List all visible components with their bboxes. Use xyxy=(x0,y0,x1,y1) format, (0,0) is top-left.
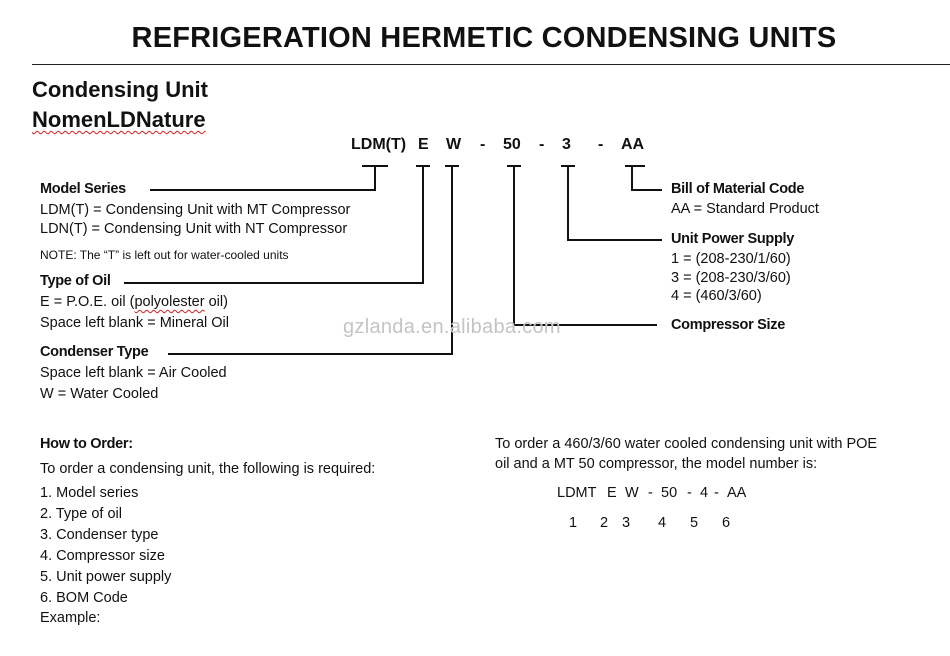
example-index-3: 3 xyxy=(622,515,631,531)
page-title: REFRIGERATION HERMETIC CONDENSING UNITS xyxy=(131,22,837,54)
order-item-5: 5. Unit power supply xyxy=(40,569,172,585)
code-oil: E xyxy=(418,136,429,153)
order-item-1: 1. Model series xyxy=(40,485,139,501)
type-of-oil-line-2: Space left blank = Mineral Oil xyxy=(40,315,229,331)
watermark: gzlanda.en.alibaba.com xyxy=(343,316,561,338)
example-part-power: 4 xyxy=(700,485,709,501)
model-series-line-1: LDM(T) = Condensing Unit with MT Compressor xyxy=(40,202,351,218)
power-line-2: 3 = (208-230/3/60) xyxy=(671,270,791,286)
example-part-compressor: 50 xyxy=(661,485,678,501)
oil-line-suffix: oil) xyxy=(204,294,228,310)
code-condenser: W xyxy=(446,136,462,153)
connector-series xyxy=(150,166,375,190)
type-of-oil-label: Type of Oil xyxy=(40,273,111,289)
power-line-1: 1 = (208-230/1/60) xyxy=(671,251,791,267)
code-bom: AA xyxy=(621,136,645,153)
example-index-2: 2 xyxy=(600,515,609,531)
order-item-6: 6. BOM Code xyxy=(40,590,128,606)
code-dash-2: - xyxy=(539,136,545,153)
section-subheading: NomenLDNature xyxy=(32,107,206,132)
connector-bom xyxy=(632,166,662,190)
compressor-size-label: Compressor Size xyxy=(671,317,785,333)
how-to-order-intro: To order a condensing unit, the following is required: xyxy=(40,461,376,477)
oil-line-prefix: E = P.O.E. oil ( xyxy=(40,294,135,310)
example-part-dash-1: - xyxy=(648,485,653,501)
example-part-bom: AA xyxy=(727,485,747,501)
example-line-2: oil and a MT 50 compressor, the model number is: xyxy=(495,456,818,472)
code-power: 3 xyxy=(562,136,571,153)
power-line-3: 4 = (460/3/60) xyxy=(671,288,762,304)
order-item-3: 3. Condenser type xyxy=(40,527,159,543)
oil-line-word: polyolester xyxy=(134,294,205,310)
example-index-6: 6 xyxy=(722,515,731,531)
example-part-dash-2: - xyxy=(687,485,692,501)
how-to-order-heading: How to Order: xyxy=(40,436,133,452)
example-index-5: 5 xyxy=(690,515,699,531)
condenser-type-line-1: Space left blank = Air Cooled xyxy=(40,365,227,381)
code-series: LDM(T) xyxy=(351,136,407,153)
example-part-dash-3: - xyxy=(714,485,719,501)
example-index-4: 4 xyxy=(658,515,667,531)
example-index-1: 1 xyxy=(569,515,578,531)
order-item-4: 4. Compressor size xyxy=(40,548,165,564)
connector-power xyxy=(568,166,662,240)
model-series-label: Model Series xyxy=(40,181,126,197)
type-of-oil-line-1 xyxy=(40,294,228,310)
example-part-condenser: W xyxy=(625,485,639,501)
power-label: Unit Power Supply xyxy=(671,231,794,247)
bom-label: Bill of Material Code xyxy=(671,181,805,197)
example-part-series: LDMT xyxy=(557,485,597,501)
condenser-type-label: Condenser Type xyxy=(40,344,149,360)
code-dash-1: - xyxy=(480,136,486,153)
example-label: Example: xyxy=(40,610,101,626)
example-part-oil: E xyxy=(607,485,617,501)
example-line-1: To order a 460/3/60 water cooled condensing unit with POE xyxy=(495,436,878,452)
bom-line-1: AA = Standard Product xyxy=(671,201,819,217)
model-series-note: NOTE: The “T” is left out for water-cooled units xyxy=(40,248,289,262)
model-series-line-2: LDN(T) = Condensing Unit with NT Compressor xyxy=(40,221,348,237)
condenser-type-line-2: W = Water Cooled xyxy=(40,386,159,402)
section-heading: Condensing Unit xyxy=(32,77,208,102)
order-item-2: 2. Type of oil xyxy=(40,506,122,522)
code-compressor: 50 xyxy=(503,136,521,153)
code-dash-3: - xyxy=(598,136,604,153)
